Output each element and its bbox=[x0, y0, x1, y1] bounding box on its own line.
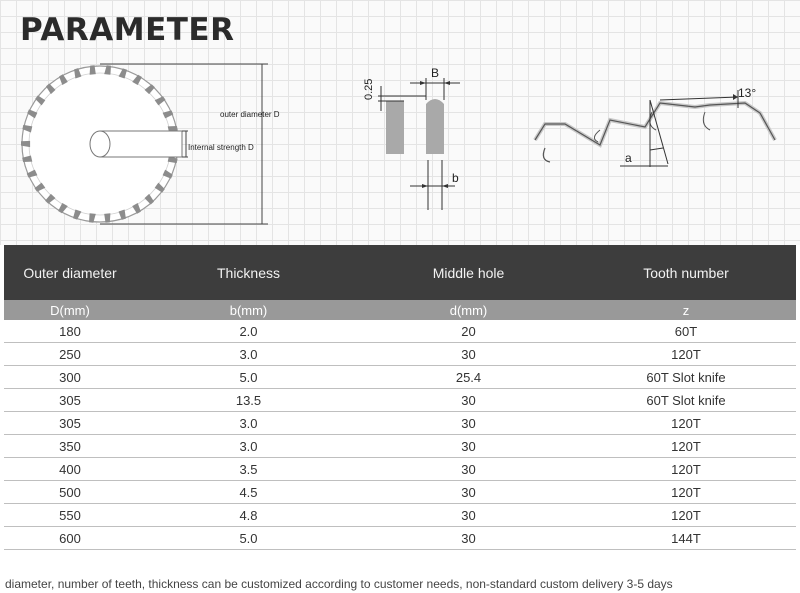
table-cell: 30 bbox=[361, 343, 576, 366]
table-cell: 120T bbox=[576, 481, 796, 504]
unit-cell: z bbox=[576, 300, 796, 320]
page-title: PARAMETER bbox=[20, 12, 235, 48]
table-cell: 5.0 bbox=[136, 366, 361, 389]
angle-13-label: 13° bbox=[738, 86, 757, 100]
saw-blade-drawing bbox=[21, 65, 182, 223]
table-cell: 3.0 bbox=[136, 412, 361, 435]
header-thickness: Thickness bbox=[136, 245, 361, 300]
table-cell: 30 bbox=[361, 435, 576, 458]
dim-b-label: b bbox=[452, 171, 459, 185]
table-cell: 25.4 bbox=[361, 366, 576, 389]
table-header-row bbox=[4, 245, 796, 300]
table-row bbox=[4, 527, 796, 550]
table-cell: 30 bbox=[361, 458, 576, 481]
table-cell: 13.5 bbox=[136, 389, 361, 412]
table-cell: 400 bbox=[4, 458, 136, 481]
header-tooth-number: Tooth number bbox=[576, 245, 796, 300]
table-cell: 180 bbox=[4, 320, 136, 343]
table-cell: 120T bbox=[576, 435, 796, 458]
internal-strength-label: Internal strength D bbox=[188, 143, 254, 152]
table-cell: 600 bbox=[4, 527, 136, 550]
tooth-profile-drawing bbox=[378, 78, 460, 210]
table-cell: 144T bbox=[576, 527, 796, 550]
table-cell: 60T bbox=[576, 320, 796, 343]
outer-diameter-label: outer diameter D bbox=[220, 110, 280, 119]
table-row bbox=[4, 504, 796, 527]
table-cell: 4.5 bbox=[136, 481, 361, 504]
table-cell: 305 bbox=[4, 412, 136, 435]
table-cell: 500 bbox=[4, 481, 136, 504]
table-cell: 350 bbox=[4, 435, 136, 458]
table-cell: 60T Slot knife bbox=[576, 366, 796, 389]
dim-a-label: a bbox=[625, 151, 632, 165]
table-row bbox=[4, 343, 796, 366]
table-cell: 4.8 bbox=[136, 504, 361, 527]
unit-cell: d(mm) bbox=[361, 300, 576, 320]
unit-cell: b(mm) bbox=[136, 300, 361, 320]
parameter-table bbox=[4, 245, 796, 550]
table-row bbox=[4, 435, 796, 458]
table-cell: 30 bbox=[361, 504, 576, 527]
table-cell: 550 bbox=[4, 504, 136, 527]
tooth-angle-drawing bbox=[535, 90, 775, 167]
dim-B-label: B bbox=[431, 66, 440, 80]
dim-025-label: 0.25 bbox=[363, 78, 375, 100]
table-cell: 120T bbox=[576, 504, 796, 527]
table-row bbox=[4, 458, 796, 481]
table-cell: 30 bbox=[361, 527, 576, 550]
table-row bbox=[4, 389, 796, 412]
table-cell: 30 bbox=[361, 389, 576, 412]
table-cell: 5.0 bbox=[136, 527, 361, 550]
table-row bbox=[4, 412, 796, 435]
unit-cell: D(mm) bbox=[4, 300, 136, 320]
table-row bbox=[4, 481, 796, 504]
table-cell: 3.5 bbox=[136, 458, 361, 481]
table-cell: 250 bbox=[4, 343, 136, 366]
table-cell: 2.0 bbox=[136, 320, 361, 343]
unit-row bbox=[4, 300, 796, 320]
table-row bbox=[4, 366, 796, 389]
footer-note: diameter, number of teeth, thickness can be customized according to customer needs, non-standard custom delivery 3-5 days bbox=[5, 577, 673, 591]
table-row bbox=[4, 320, 796, 343]
table-cell: 3.0 bbox=[136, 435, 361, 458]
blade-diagram bbox=[0, 0, 800, 245]
table-cell: 120T bbox=[576, 458, 796, 481]
table-cell: 30 bbox=[361, 481, 576, 504]
header-outer-diameter: Outer diameter bbox=[4, 245, 136, 300]
table-cell: 305 bbox=[4, 389, 136, 412]
table-cell: 120T bbox=[576, 412, 796, 435]
table-cell: 120T bbox=[576, 343, 796, 366]
table-cell: 20 bbox=[361, 320, 576, 343]
table-cell: 30 bbox=[361, 412, 576, 435]
header-middle-hole: Middle hole bbox=[361, 245, 576, 300]
table-cell: 60T Slot knife bbox=[576, 389, 796, 412]
table-cell: 3.0 bbox=[136, 343, 361, 366]
table-cell: 300 bbox=[4, 366, 136, 389]
